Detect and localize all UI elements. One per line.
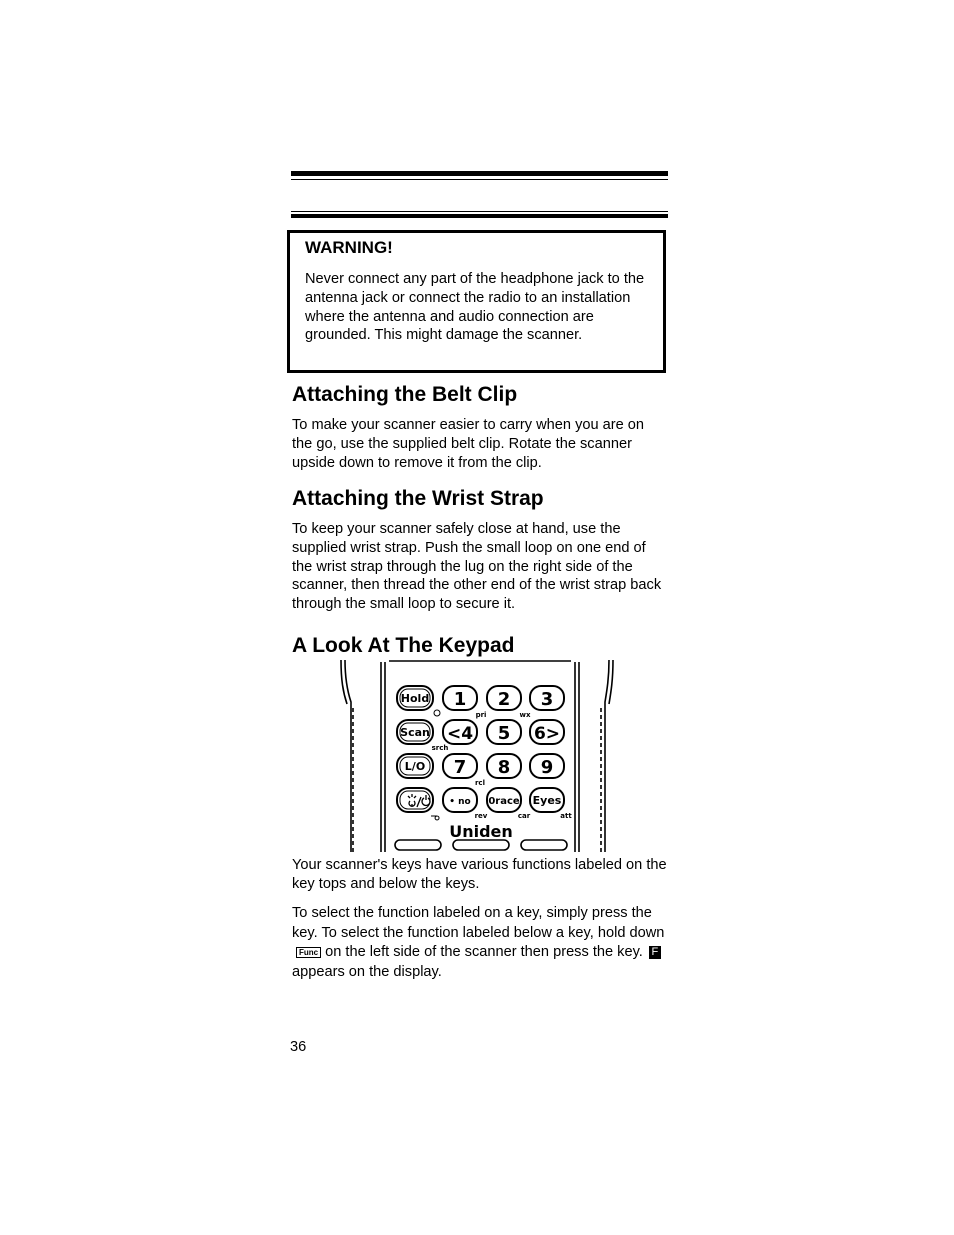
- f-indicator-icon: F: [649, 946, 661, 959]
- keypad-buttons: [395, 686, 572, 850]
- heading-wrist-strap: Attaching the Wrist Strap: [292, 487, 544, 510]
- paragraph-keypad-intro: Your scanner's keys have various functions labeled on the key tops and below the keys.: [292, 857, 667, 892]
- section-rule-thin: [291, 211, 668, 212]
- key-scan: Scan: [400, 726, 430, 739]
- key-no: • no: [449, 797, 471, 807]
- func-dot-icon: [434, 710, 440, 716]
- key-0: 0race: [488, 796, 520, 807]
- key-lock-icon: [431, 816, 439, 820]
- key-9: 9: [540, 757, 554, 778]
- key-e: Eyes: [532, 794, 562, 807]
- paragraph-keypad-functions-part2: on the left side of the scanner then press the key.: [325, 944, 643, 960]
- paragraph-belt-clip: To make your scanner easier to carry when you are on the go, use the supplied belt clip. Rotate the scanner upside down to remove it from the clip.: [292, 417, 645, 471]
- page-number: 36: [290, 1039, 307, 1055]
- warning-text: Never connect any part of the headphone jack to the antenna jack or connect the radio to an installation where the antenna and audio connection are grounded. This might damage the scanner.: [305, 271, 645, 344]
- header-rule-thick: [291, 171, 668, 176]
- key-4: <4: [446, 724, 474, 744]
- sublabel-car: car: [517, 812, 531, 820]
- key-hold: Hold: [400, 692, 430, 705]
- key-8: 8: [497, 757, 511, 778]
- key-6: 6>: [533, 724, 561, 744]
- func-key-icon: Func: [296, 947, 321, 958]
- paragraph-keypad-functions-part1: To select the function labeled on a key, simply press the key. To select the function labeled below a key, hold down: [292, 905, 665, 941]
- key-3: 3: [540, 689, 554, 710]
- paragraph-keypad-functions-part3: appears on the display.: [292, 963, 442, 980]
- paragraph-wrist-strap: To keep your scanner safely close at hand, use the supplied wrist strap. Push the small loop on one end of the wrist strap through the lug on the right side of the scanner, then thread the other end of the wrist strap back through the small loop to secure it.: [292, 521, 662, 613]
- brand-logo: Uniden: [449, 822, 513, 841]
- warning-box: [287, 230, 666, 373]
- key-7: 7: [453, 757, 467, 778]
- warning-title: WARNING!: [305, 238, 393, 257]
- sublabel-srch: srch: [431, 744, 449, 752]
- heading-belt-clip: Attaching the Belt Clip: [292, 383, 518, 406]
- sublabel-pri: pri: [475, 711, 487, 719]
- header-rule-thin: [291, 179, 668, 180]
- sublabel-wx: wx: [519, 711, 531, 719]
- section-rule-thick: [291, 214, 668, 218]
- keypad-illustration: [333, 658, 621, 852]
- key-lo: L/O: [404, 760, 426, 773]
- key-1: 1: [453, 689, 467, 710]
- key-5: 5: [497, 723, 511, 744]
- heading-keypad: A Look At The Keypad: [292, 634, 515, 657]
- sublabel-rev: rev: [474, 812, 488, 820]
- sublabel-rcl: rcl: [474, 779, 486, 787]
- key-2: 2: [497, 689, 511, 710]
- scanner-keypad-drawing: [333, 658, 621, 852]
- paragraph-keypad-functions: [292, 904, 668, 982]
- sublabel-att: att: [560, 812, 572, 820]
